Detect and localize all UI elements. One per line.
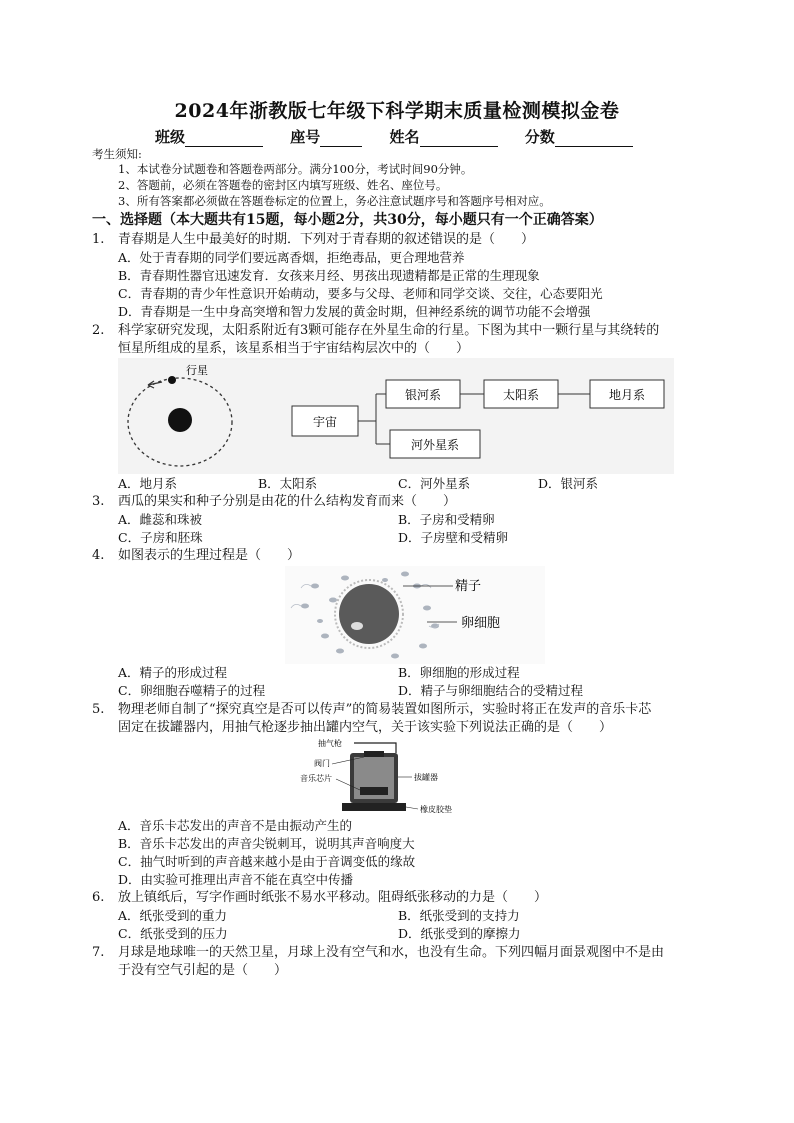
pad-label: 橡皮胶垫 [420,805,452,814]
egg-cell [339,584,399,644]
notice-item: 1、本试卷分试题卷和答题卷两部分。满分100分，考试时间90分钟。 [118,162,473,176]
question-stem-cont: 于没有空气引起的是（ ） [118,963,288,978]
pump-label: 抽气枪 [318,739,342,748]
jar-label: 拔罐器 [414,773,438,782]
option-b: B．子房和受精卵 [398,512,495,527]
sperm-label: 精子 [455,579,482,594]
option-c: C．卵细胞吞噬精子的过程 [118,683,266,698]
option-c: C．纸张受到的压力 [118,926,228,941]
question-2 [92,322,659,340]
option-c: C．河外星系 [398,476,471,491]
box-milky-way-label: 银河系 [404,388,442,402]
question-stem: 如图表示的生理过程是（ ） [118,548,301,563]
score-field [525,126,633,147]
question-number: 7. [92,945,105,960]
question-number: 1. [92,232,105,247]
question-stem: 西瓜的果实和种子分别是由花的什么结构发育而来（ ） [118,494,457,509]
name-label: 姓名 [389,128,420,146]
score-label: 分数 [524,128,555,146]
box-universe-label: 宇宙 [312,415,338,429]
seat-field [290,126,362,147]
question-number: 5. [92,702,105,717]
question-stem-cont: 固定在拔罐器内，用抽气枪逐步抽出罐内空气，关于该实验下列说法正确的是（ ） [118,720,613,735]
question-4 [92,547,300,565]
option-c: C．抽气时听到的声音越来越小是由于音调变低的缘故 [118,854,416,869]
question-1 [92,231,534,249]
option-b: B．卵细胞的形成过程 [398,665,520,680]
question-stem: 放上镇纸后，写字作画时纸张不易水平移动。阻碍纸张移动的力是（ ） [118,890,548,905]
option-d: D．青春期是一生中身高突增和智力发展的黄金时期，但神经系统的调节功能不会增强 [118,304,591,319]
box-solar-label: 太阳系 [502,388,540,402]
valve-label: 阀门 [314,759,330,768]
egg-label: 卵细胞 [461,616,501,631]
option-d: D．纸张受到的摩擦力 [398,926,521,941]
star-dot [168,408,192,432]
question-stem: 青春期是人生中最美好的时期．下列对于青春期的叙述错误的是（ ） [118,232,535,247]
galaxy-hierarchy-figure [118,358,674,474]
notice-item: 3、所有答案都必须做在答题卷标定的位置上，务必注意试题序号和答题序号相对应。 [118,194,551,208]
question-6 [92,889,547,907]
planet-dot [168,376,176,384]
notice-heading: 考生须知: [92,147,142,161]
planet-label: 行星 [186,364,208,377]
notice-item: 2、答题前，必须在答题卷的密封区内填写班级、姓名、座位号。 [118,178,448,192]
figure-background [285,566,545,664]
option-a: A．精子的形成过程 [118,665,228,680]
question-number: 3. [92,494,105,509]
option-a: A．纸张受到的重力 [118,908,228,923]
question-stem-cont: 恒星所组成的星系，该星系相当于宇宙结构层次中的（ ） [118,341,470,356]
score-blank [555,132,633,147]
option-c: C．青春期的青少年性意识开始萌动，要多与父母、老师和同学交谈、交往，心态要阳光 [118,286,603,301]
student-info-line [155,126,655,147]
box-earth-moon-label: 地月系 [608,388,646,402]
option-a: A．地月系 [118,476,178,491]
option-c: C．子房和胚珠 [118,530,203,545]
option-d: D．子房壁和受精卵 [398,530,509,545]
option-d: D．银河系 [538,476,599,491]
question-number: 6. [92,890,105,905]
question-stem: 物理老师自制了“探究真空是否可以传声”的简易装置如图所示，实验时将正在发声的音乐卡芯 [118,702,652,717]
box-other-galaxies-label: 河外星系 [410,438,460,452]
option-b: B．音乐卡芯发出的声音尖锐刺耳，说明其声音响度大 [118,836,415,851]
option-b: B．青春期性器官迅速发育．女孩来月经、男孩出现遗精都是正常的生理现象 [118,268,540,283]
seat-label: 座号 [290,128,321,146]
name-field [390,126,498,147]
option-a: A．雌蕊和珠被 [118,512,203,527]
option-a: A．音乐卡芯发出的声音不是由振动产生的 [118,818,353,833]
vacuum-jar-figure [296,737,456,817]
music-chip [360,787,388,795]
page-title: 2024年浙教版七年级下科学期末质量检测模拟金卷 [174,100,620,122]
seat-blank [320,132,362,147]
class-label: 班级 [155,128,186,146]
option-b: B．纸张受到的支持力 [398,908,520,923]
option-b: B．太阳系 [258,476,318,491]
question-number: 4. [92,548,105,563]
chip-label: 音乐芯片 [300,774,332,783]
question-stem: 月球是地球唯一的天然卫星，月球上没有空气和水，也没有生命。下列四幅月面景观图中不是由 [118,945,665,960]
name-blank [420,132,498,147]
option-d: D．由实验可推理出声音不能在真空中传播 [118,872,354,887]
class-field [155,126,263,147]
question-3 [92,493,456,511]
rubber-pad [342,803,406,811]
section-heading: 一、选择题（本大题共有15题，每小题2分，共30分，每小题只有一个正确答案） [92,212,603,228]
option-d: D．精子与卵细胞结合的受精过程 [398,683,584,698]
option-a: A．处于青春期的同学们要远离香烟，拒绝毒品，更合理地营养 [118,250,465,265]
question-5 [92,701,651,719]
question-number: 2. [92,323,105,338]
entering-sperm [351,622,363,630]
pad-pointer [406,807,418,809]
question-stem: 科学家研究发现，太阳系附近有3颗可能存在外星生命的行星。下图为其中一颗行星与其绕转的 [118,323,660,338]
question-7 [92,944,664,962]
class-blank [185,132,263,147]
fertilization-figure [285,566,545,664]
valve [364,751,384,757]
